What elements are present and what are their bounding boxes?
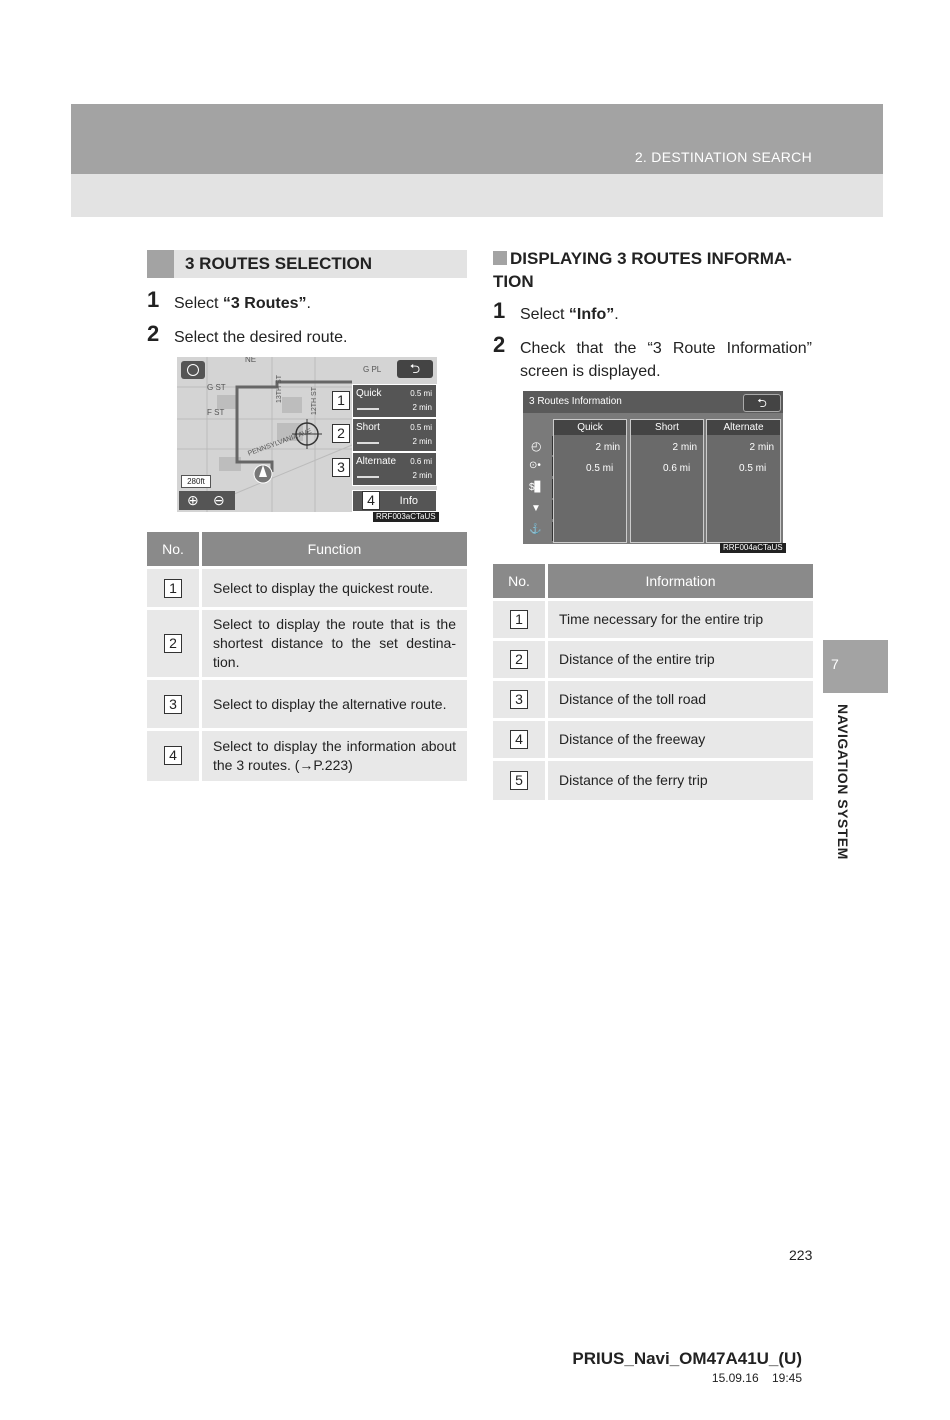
step-text: Select “3 Routes”. — [174, 295, 311, 312]
table-row — [147, 609, 467, 679]
street-label: PENNSYLVANIA AVE — [247, 427, 313, 458]
left-section-title — [147, 250, 467, 278]
header-bar — [71, 104, 883, 174]
row-number-box: 2 — [510, 650, 528, 669]
image-code: RRF004aCTaUS — [720, 543, 786, 553]
route-button-alternate[interactable]: Alternate 0.6 mi 2 min — [352, 452, 437, 486]
route-column-quick: Quick 2 min 0.5 mi — [553, 419, 627, 543]
table-row — [493, 600, 813, 640]
right-section-title: DISPLAYING 3 ROUTES INFORMA-TION — [493, 249, 792, 291]
table-header-no: No. — [147, 532, 201, 568]
clock-icon: ◴ — [531, 439, 542, 453]
toll-icon: $▊ — [529, 482, 543, 493]
scale-indicator: 280ft — [181, 475, 211, 488]
route-column-alternate: Alternate 2 min 0.5 mi — [706, 419, 781, 543]
callout-1: 1 — [332, 391, 350, 410]
callout-2: 2 — [332, 424, 350, 443]
step-number: 1 — [493, 298, 506, 323]
route-column-short: Short 2 min 0.6 mi — [630, 419, 704, 543]
screen-title: 3 Routes Information — [529, 396, 622, 407]
table-row — [147, 679, 467, 730]
section-square-icon — [147, 250, 174, 278]
step-number: 2 — [493, 332, 506, 357]
route-button-quick[interactable]: Quick 0.5 mi 2 min — [352, 384, 437, 418]
row-number-box: 1 — [164, 579, 182, 598]
ferry-icon: ⚓ — [529, 524, 542, 535]
table-row — [147, 730, 467, 781]
function-table — [147, 532, 467, 781]
row-number-box: 3 — [164, 695, 182, 714]
routes-info-screenshot — [523, 391, 783, 544]
left-section-title-text: 3 ROUTES SELECTION — [185, 254, 373, 273]
street-label: NE — [245, 357, 257, 364]
street-label: F ST — [207, 408, 225, 417]
row-text: Distance of the ferry trip — [547, 760, 814, 800]
route-map-screenshot — [177, 357, 437, 512]
chapter-label: NAVIGATION SYSTEM — [835, 704, 851, 860]
row-text: Select to display the information about the 3 routes. (→P.223) — [201, 730, 468, 781]
distance-icon: ⊙• — [529, 460, 541, 471]
callout-3: 3 — [332, 458, 350, 477]
row-text: Distance of the entire trip — [547, 640, 814, 680]
chapter-tab — [823, 640, 888, 693]
table-header-information: Information — [547, 564, 814, 600]
step-text: Select “Info”. — [520, 306, 619, 323]
row-number-box: 2 — [164, 634, 182, 653]
table-header-no: No. — [493, 564, 547, 600]
street-label: 12TH ST — [311, 387, 318, 416]
zoom-out-icon[interactable]: ⊖ — [213, 492, 225, 508]
compass-icon[interactable] — [181, 361, 205, 379]
page-number: 223 — [789, 1247, 813, 1263]
row-text: Distance of the toll road — [547, 680, 814, 720]
image-code: RRF003aCTaUS — [373, 512, 439, 522]
print-timestamp: 15.09.16 19:45 — [711, 1371, 802, 1385]
row-text: Select to display the route that is the shortest distance to the set destina-tion. — [201, 609, 468, 679]
step-text: Select the desired route. — [174, 329, 348, 346]
step-number: 1 — [147, 287, 160, 312]
document-id: PRIUS_Navi_OM47A41U_(U) — [572, 1349, 802, 1368]
chapter-number: 7 — [831, 656, 839, 672]
step-text: Check that the “3 Route Information” screen is displayed. — [520, 340, 812, 380]
table-row — [147, 568, 467, 609]
zoom-controls — [179, 491, 235, 510]
row-number-box: 1 — [510, 610, 528, 629]
row-text: Time necessary for the entire trip — [547, 600, 814, 640]
table-header-function: Function — [201, 532, 468, 568]
screen-titlebar — [523, 391, 783, 413]
callout-4: 4 — [362, 491, 380, 510]
section-header: 2. DESTINATION SEARCH — [634, 149, 812, 165]
row-number-box: 5 — [510, 771, 528, 790]
table-row — [493, 680, 813, 720]
route-button-short[interactable]: Short 0.5 mi 2 min — [352, 418, 437, 452]
row-number-box: 4 — [164, 746, 182, 765]
row-text: Distance of the freeway — [547, 720, 814, 760]
table-row — [493, 720, 813, 760]
freeway-icon: ▼ — [531, 503, 541, 514]
street-label: G ST — [207, 383, 226, 392]
table-row — [493, 760, 813, 800]
zoom-in-icon[interactable]: ⊕ — [187, 492, 199, 508]
street-label: 13TH ST — [276, 375, 283, 404]
info-button[interactable]: Info — [352, 490, 437, 512]
row-text: Select to display the quickest route. — [201, 568, 468, 609]
row-number-box: 4 — [510, 730, 528, 749]
header-subbar — [71, 174, 883, 217]
step-number: 2 — [147, 321, 160, 346]
information-table — [493, 564, 813, 800]
section-square-icon — [493, 251, 507, 265]
row-number-box: 3 — [510, 690, 528, 709]
street-label: G PL — [363, 365, 382, 374]
row-text: Select to display the alternative route. — [201, 679, 468, 730]
back-arrow-icon[interactable]: ⮌ — [743, 394, 781, 412]
table-row — [493, 640, 813, 680]
back-arrow-icon[interactable]: ⮌ — [397, 360, 433, 378]
